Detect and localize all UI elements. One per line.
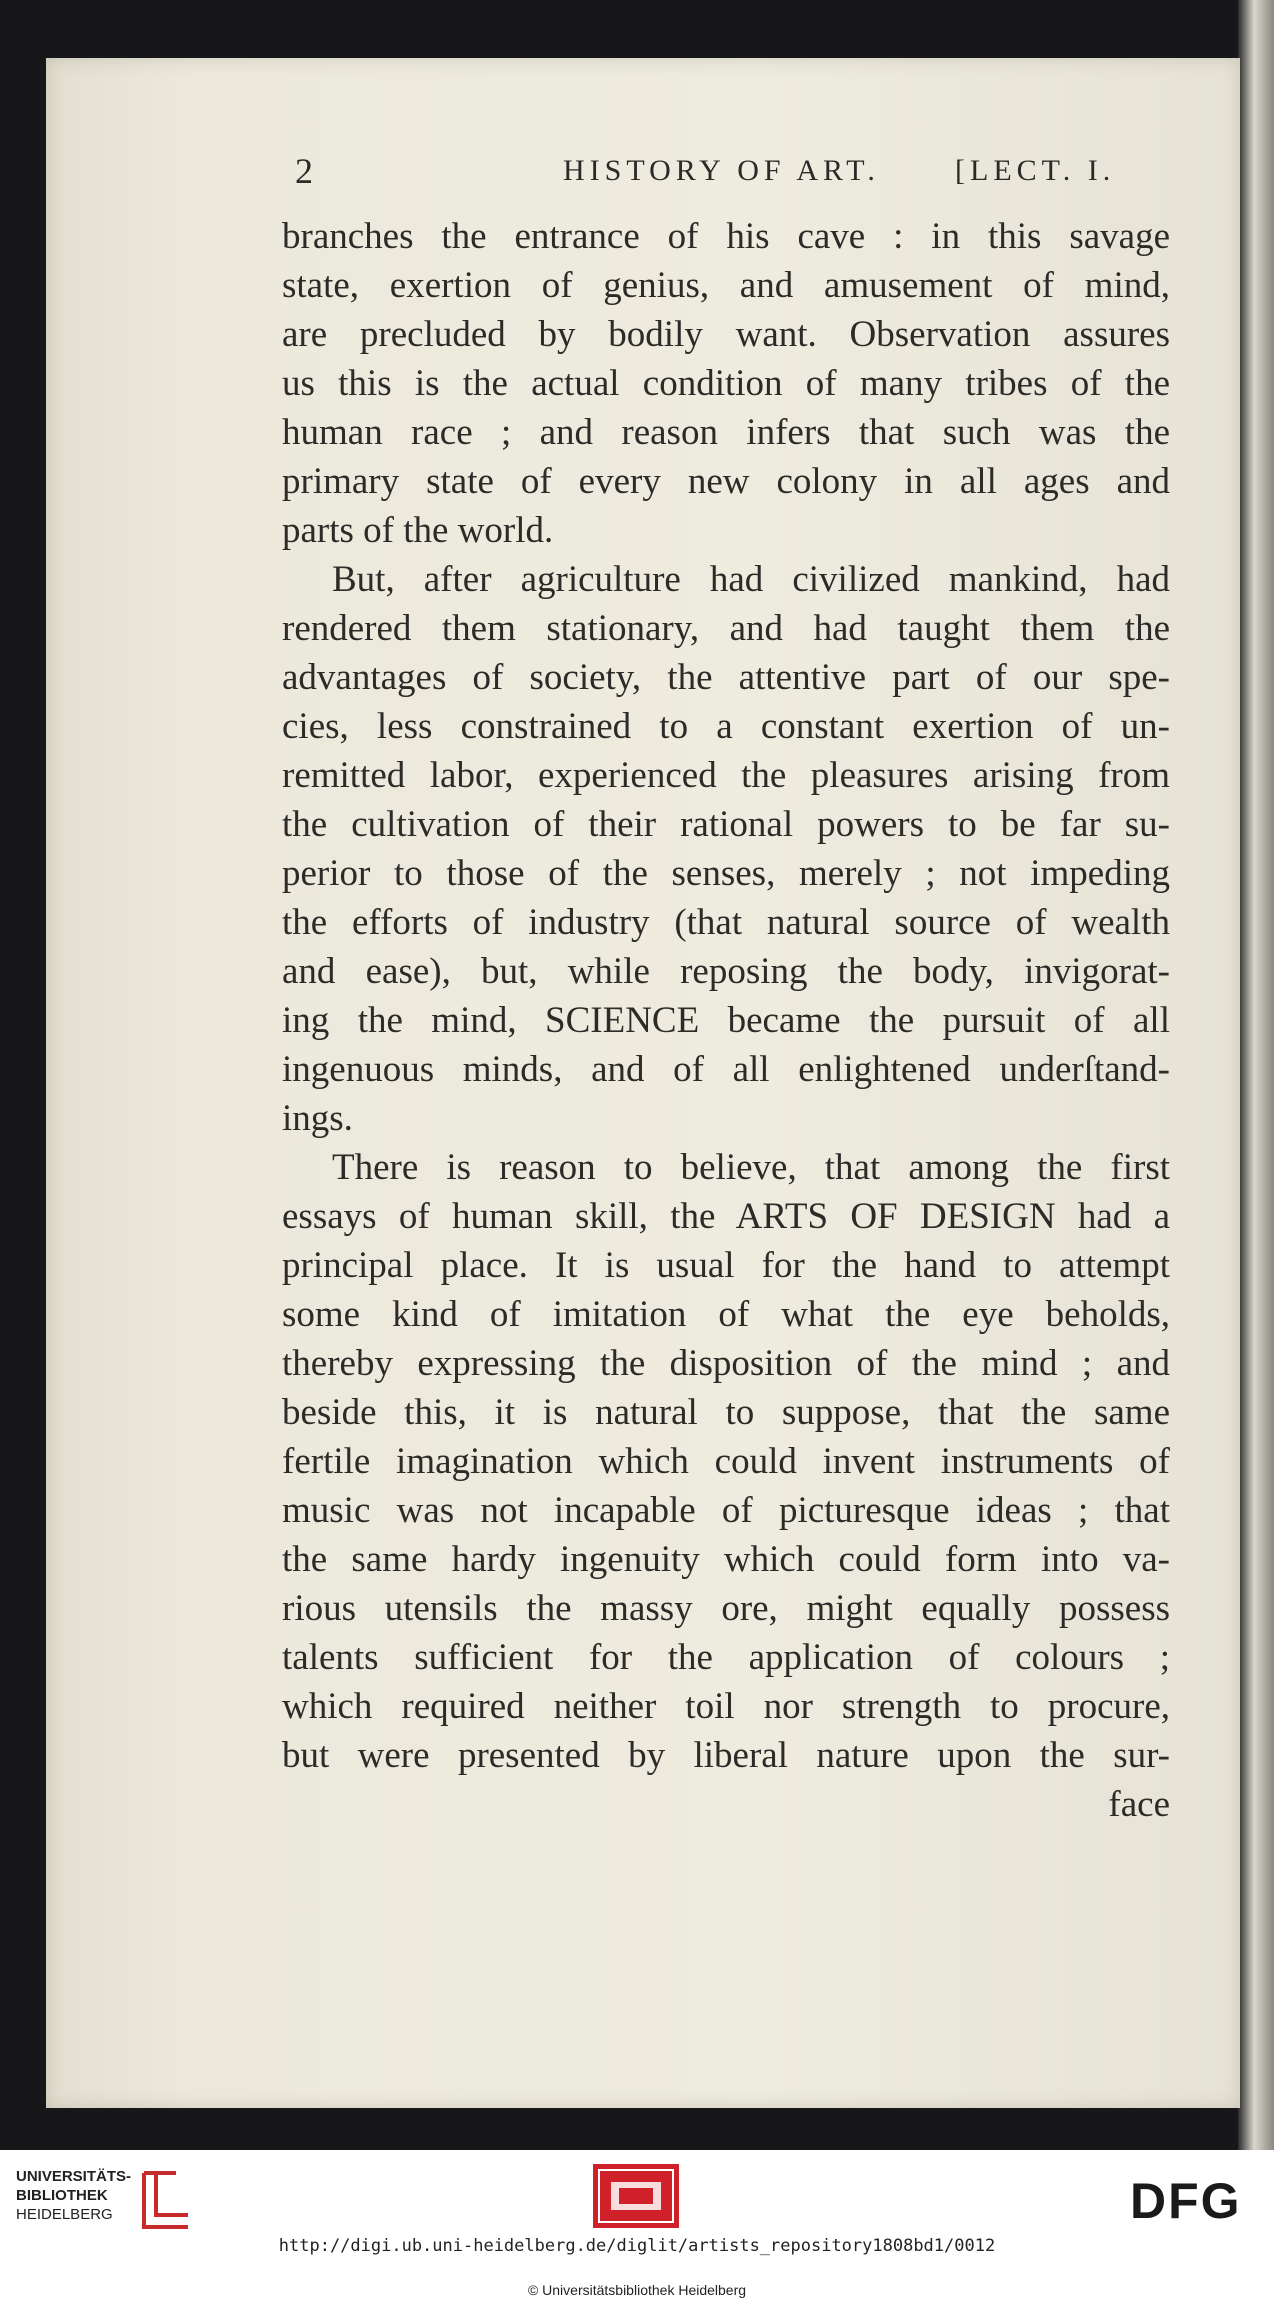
text-line: thereby expressing the disposition of the mind ; and — [282, 1343, 1170, 1384]
text-line: which required neither toil nor strength to procure, — [282, 1686, 1170, 1727]
text-line: But, after agriculture had civilized mankind, had — [332, 559, 1170, 600]
body-text — [282, 212, 1170, 1829]
text-line: are precluded by bodily want. Observation assures — [282, 314, 1170, 355]
running-title: HISTORY OF ART. — [563, 154, 880, 187]
text-line: the efforts of industry (that natural source of wealth — [282, 902, 1170, 943]
text-line: cies, less constrained to a constant exertion of un- — [282, 706, 1170, 747]
text-line: primary state of every new colony in all ages and — [282, 461, 1170, 502]
library-name-line3: HEIDELBERG — [16, 2206, 113, 2223]
text-line: There is reason to believe, that among the first — [332, 1147, 1170, 1188]
project-badge-icon[interactable] — [593, 2164, 679, 2228]
text-line: ings. — [282, 1098, 353, 1139]
text-line: and ease), but, while reposing the body, invigorat- — [282, 951, 1170, 992]
text-line: principal place. It is usual for the hand to attempt — [282, 1245, 1170, 1286]
text-line: fertile imagination which could invent instruments of — [282, 1441, 1170, 1482]
text-line: the cultivation of their rational powers to be far su- — [282, 804, 1170, 845]
badge-emblem-icon — [593, 2164, 679, 2228]
text-line: rendered them stationary, and had taught them the — [282, 608, 1170, 649]
text-line: rious utensils the massy ore, might equally possess — [282, 1588, 1170, 1629]
dfg-logo[interactable]: DFG — [1130, 2173, 1242, 2229]
lecture-marker: [LECT. I. — [955, 154, 1116, 187]
text-line: us this is the actual condition of many tribes of the — [282, 363, 1170, 404]
library-logo-text[interactable] — [16, 2167, 136, 2224]
text-line: state, exertion of genius, and amusement of mind, — [282, 265, 1170, 306]
text-line: perior to those of the senses, merely ; not impeding — [282, 853, 1170, 894]
page-number: 2 — [295, 151, 313, 191]
library-name-line2: BIBLIOTHEK — [16, 2187, 108, 2204]
text-line: talents sufficient for the application of colours ; — [282, 1637, 1170, 1678]
text-line: parts of the world. — [282, 510, 554, 551]
catchword: face — [1108, 1784, 1170, 1825]
permalink-url[interactable]: http://digi.ub.uni-heidelberg.de/diglit/artists_repository1808bd1/0012 — [278, 2236, 996, 2256]
text-line: advantages of society, the attentive part of our spe- — [282, 657, 1170, 698]
text-line: some kind of imitation of what the eye beholds, — [282, 1294, 1170, 1335]
text-line: beside this, it is natural to suppose, that the same — [282, 1392, 1170, 1433]
text-line: music was not incapable of picturesque ideas ; that — [282, 1490, 1170, 1531]
text-line: the same hardy ingenuity which could form into va- — [282, 1539, 1170, 1580]
text-line: remitted labor, experienced the pleasures arising from — [282, 755, 1170, 796]
text-line: essays of human skill, the ARTS OF DESIGN had a — [282, 1196, 1170, 1237]
library-name-line1: UNIVERSITÄTS- — [16, 2168, 132, 2185]
running-header — [295, 150, 1145, 210]
text-line: branches the entrance of his cave : in this savage — [282, 216, 1170, 257]
text-line: ing the mind, SCIENCE became the pursuit of all — [282, 1000, 1170, 1041]
text-line: but were presented by liberal nature upon the sur- — [282, 1735, 1170, 1776]
book-spine-edge — [1238, 0, 1274, 2150]
text-line: human race ; and reason infers that such was the — [282, 412, 1170, 453]
text-line: ingenuous minds, and of all enlightened underſtand- — [282, 1049, 1170, 1090]
copyright-notice: © Universitätsbibliothek Heidelberg — [527, 2282, 747, 2298]
